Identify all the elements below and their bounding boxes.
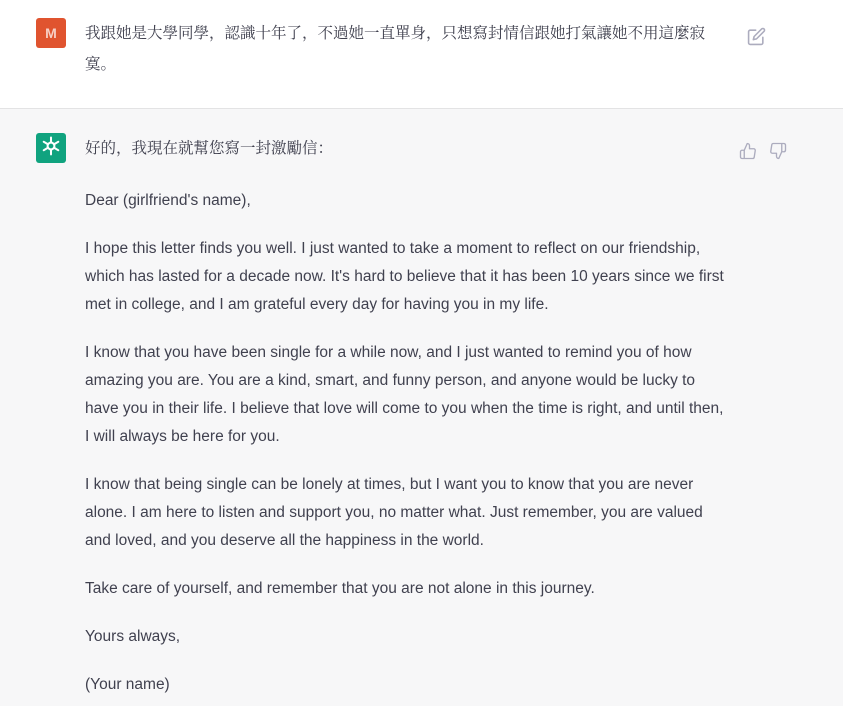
letter-paragraph-3: I know that being single can be lonely at times, but I want you to know that you are never alone. I am here to listen and support you, no matter what. Just remember, you are valued and loved, and you deserve all the happiness in the world. <box>85 476 703 549</box>
user-message-row <box>0 0 843 108</box>
letter-signature: (Your name) <box>85 676 170 693</box>
thumbs-down-button[interactable] <box>768 141 788 161</box>
letter-paragraph-2: I know that you have been single for a while now, and I just wanted to remind you of how amazing you are. You are a kind, smart, and funny person, and anyone would be lucky to have you in their life. I believe that love will come to you when the time is right, and until then, I will always be here for you. <box>85 344 724 445</box>
letter-salutation: Dear (girlfriend's name), <box>85 192 251 209</box>
letter-paragraph-4: Take care of yourself, and remember that you are not alone in this journey. <box>85 580 595 597</box>
user-avatar-gutter <box>36 16 85 48</box>
thumbs-up-button[interactable] <box>738 141 758 161</box>
letter-closing: Yours always, <box>85 628 181 645</box>
assistant-message-text <box>85 131 726 699</box>
assistant-message-actions <box>738 131 788 161</box>
assistant-message-row <box>0 108 843 706</box>
user-message-text: 我跟她是大學同學，認識十年了，不過她一直單身，只想寫封情信跟她打氣讓她不用這麼寂寞。 <box>85 25 706 73</box>
user-message-actions <box>746 16 766 46</box>
edit-pencil-square-icon <box>747 27 766 46</box>
assistant-avatar-gutter <box>36 131 85 163</box>
thumbs-down-icon <box>769 142 787 160</box>
edit-message-button[interactable] <box>746 26 766 46</box>
chatgpt-avatar <box>36 133 66 163</box>
user-avatar: M <box>36 18 66 48</box>
letter-paragraph-1: I hope this letter finds you well. I just wanted to take a moment to reflect on our friendship, which has lasted for a decade now. It's hard to believe that it has been 10 years since we first met in college, and I am grateful every day for having you in my life. <box>85 240 724 313</box>
thumbs-up-icon <box>739 142 757 160</box>
openai-flower-icon <box>40 135 62 162</box>
assistant-intro: 好的，我現在就幫您寫一封激勵信： <box>85 140 334 157</box>
